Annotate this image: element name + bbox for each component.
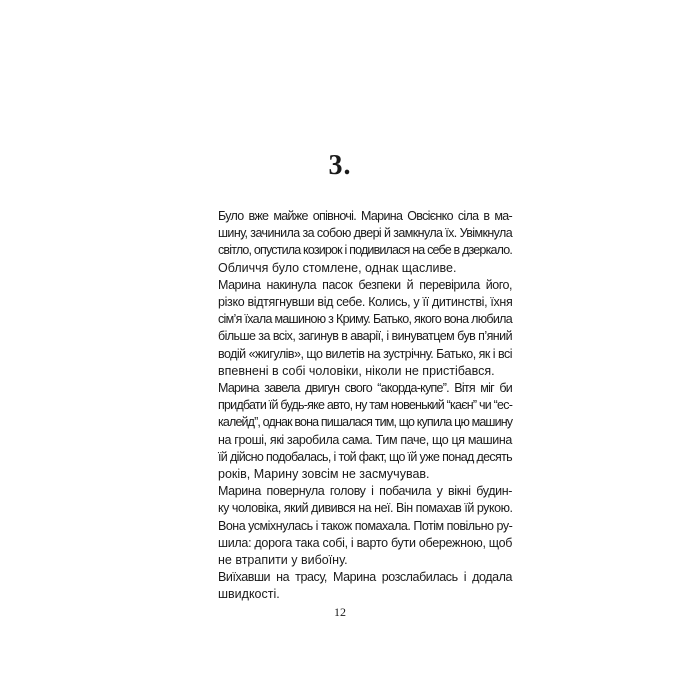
chapter-body [200, 208, 512, 604]
text-line: шину, зачинила за собою двері й замкнула їх. Увімкнула [218, 226, 513, 241]
text-line: водій «жигулів», що вилетів на зустрічну. Батько, як і всі [218, 346, 512, 361]
text-line: Марина накинула пасок безпеки й перевірила його, [218, 277, 512, 292]
text-line: впевнені в собі чоловіки, ніколи не пристібався. [218, 363, 495, 378]
text-line: Було вже майже опівночі. Марина Овсієнко сіла в ма- [218, 209, 512, 223]
text-line: їй дійсно подобалась, і той факт, що їй уже понад десять [218, 449, 512, 464]
text-line: ку чоловіка, який дивився на неї. Він помахав їй рукою. [218, 501, 513, 516]
text-line: Обличчя було стомлене, однак щасливе. [218, 260, 457, 275]
text-line: років, Марину зовсім не засмучував. [218, 467, 430, 482]
paragraph [200, 208, 512, 277]
text-line: світло, опустила козирок і подивилася на себе в дзеркало. [218, 243, 512, 258]
text-line: не втрапити у вибоїну. [218, 553, 348, 568]
text-line: Виїхавши на трасу, Марина розслабилась і додала [218, 570, 512, 585]
text-line: більше за всіх, загинув в аварії, і винуватцем був п’яний [218, 329, 512, 344]
text-line: Марина повернула голову і побачила у вікні будин- [218, 484, 512, 499]
page-number: 12 [334, 605, 346, 619]
paragraph [200, 380, 512, 483]
text-line: калейд”, однак вона пишалася тим, що купила цю машину [218, 415, 513, 430]
text-line: Марина завела двигун свого “акорда-купе”. Вітя міг би [218, 381, 512, 396]
text-line: швидкості. [218, 587, 280, 602]
text-line: різко відтягнувши від себе. Колись, у її дитинстві, їхня [218, 295, 513, 310]
chapter-number: 3. [328, 150, 352, 181]
text-line: шила: дорога така собі, і варто бути обережною, щоб [218, 535, 513, 550]
text-line: сім’я їхала машиною з Криму. Батько, якого вона любила [218, 312, 512, 327]
paragraph [200, 569, 512, 603]
text-line: на гроші, які заробила сама. Тим паче, що ця машина [218, 432, 512, 447]
paragraph [200, 483, 512, 569]
paragraph [200, 277, 512, 380]
text-line: придбати їй будь-яке авто, ну там новенький “каєн” чи “ес- [218, 398, 513, 413]
text-line: Вона усміхнулась і також помахала. Потім повільно ру- [218, 518, 513, 533]
